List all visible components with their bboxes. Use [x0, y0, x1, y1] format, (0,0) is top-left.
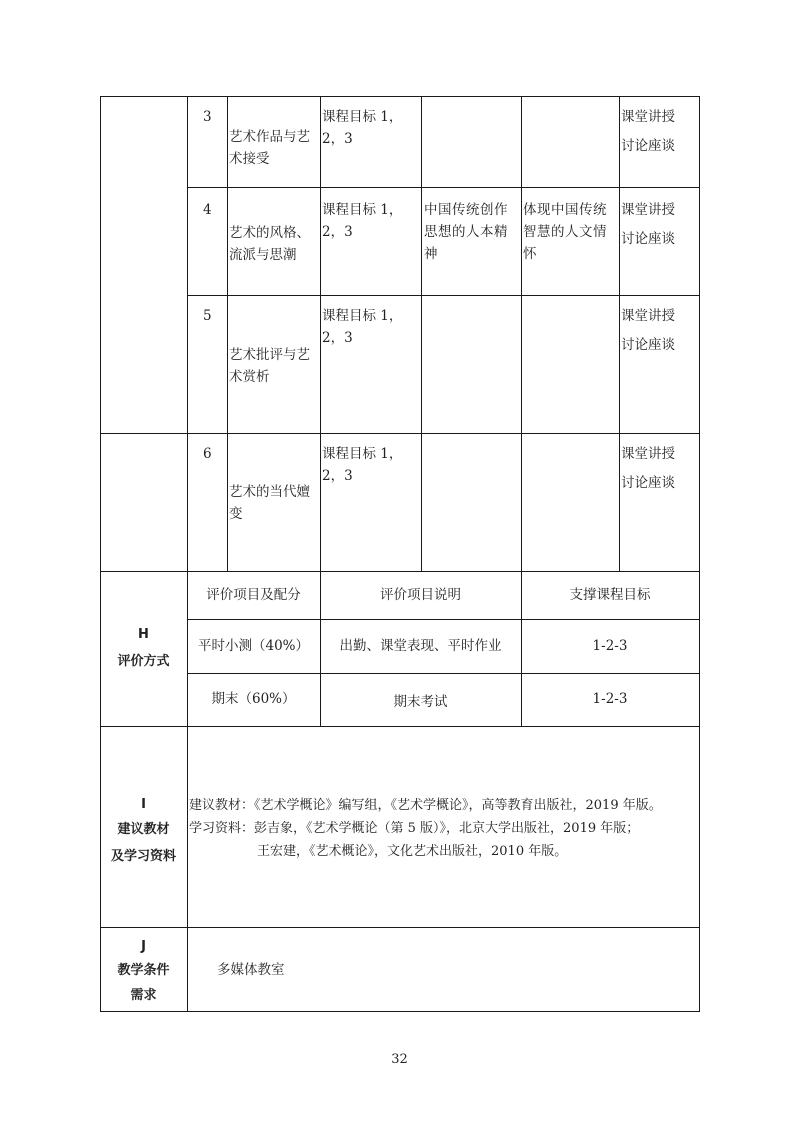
- section-letter-h: H: [138, 627, 149, 642]
- section-letter-j: J: [141, 939, 146, 954]
- eval-header-target: 支撑课程目标: [569, 587, 651, 603]
- page-number: 32: [391, 1052, 408, 1067]
- row-element: 中国传统创作思想的人本精神: [424, 202, 508, 262]
- materials-label-1: 建议教材: [117, 822, 170, 837]
- row-topic: 艺术批评与艺术赏析: [229, 347, 310, 385]
- evaluation-label: 评价方式: [117, 654, 170, 669]
- material-line: 建议教材：《艺术学概论》编写组，《艺术学概论》，高等教育出版社，2019 年版。: [189, 798, 662, 813]
- row-goal: 课程目标 1，2，3: [322, 109, 403, 147]
- row-number: 3: [203, 109, 212, 125]
- row-number: 6: [203, 446, 212, 462]
- eval-row-target: 1-2-3: [592, 638, 628, 654]
- eval-row-desc: 出勤、课堂表现、平时作业: [339, 638, 502, 654]
- row-embodiment: 体现中国传统智慧的人文情怀: [523, 202, 607, 262]
- row-method-1: 课堂讲授: [621, 109, 675, 125]
- row-number: 4: [203, 202, 212, 218]
- row-topic: 艺术的风格、流派与思潮: [229, 225, 310, 263]
- eval-row-target: 1-2-3: [592, 691, 628, 707]
- conditions-label-1: 教学条件: [117, 963, 170, 978]
- row-method-2: 讨论座谈: [621, 475, 675, 491]
- eval-header-item: 评价项目及配分: [206, 587, 301, 603]
- row-method-1: 课堂讲授: [621, 308, 675, 324]
- row-method-2: 讨论座谈: [621, 337, 675, 353]
- row-method-1: 课堂讲授: [621, 446, 675, 462]
- material-line: 学习资料：彭吉象，《艺术学概论（第 5 版）》，北京大学出版社，2019 年版；: [189, 821, 640, 836]
- row-method-1: 课堂讲授: [621, 202, 675, 218]
- row-goal: 课程目标 1，2，3: [322, 308, 403, 346]
- materials-label-2: 及学习资料: [110, 849, 176, 864]
- row-method-2: 讨论座谈: [621, 231, 675, 247]
- row-goal: 课程目标 1，2，3: [322, 446, 403, 484]
- row-topic: 艺术的当代嬗变: [229, 484, 310, 522]
- conditions-value: 多媒体教室: [217, 962, 285, 978]
- eval-header-desc: 评价项目说明: [380, 587, 461, 603]
- conditions-label-2: 需求: [130, 988, 157, 1003]
- row-number: 5: [203, 308, 212, 324]
- eval-row-item: 期末（60%）: [211, 691, 296, 707]
- row-topic: 艺术作品与艺术接受: [229, 129, 310, 167]
- material-line: 王宏建，《艺术概论》，文化艺术出版社，2010 年版。: [257, 844, 568, 859]
- eval-row-item: 平时小测（40%）: [197, 638, 309, 654]
- row-goal: 课程目标 1，2，3: [322, 202, 403, 240]
- eval-row-desc: 期末考试: [393, 694, 448, 710]
- row-method-2: 讨论座谈: [621, 138, 675, 154]
- section-letter-i: I: [141, 797, 146, 812]
